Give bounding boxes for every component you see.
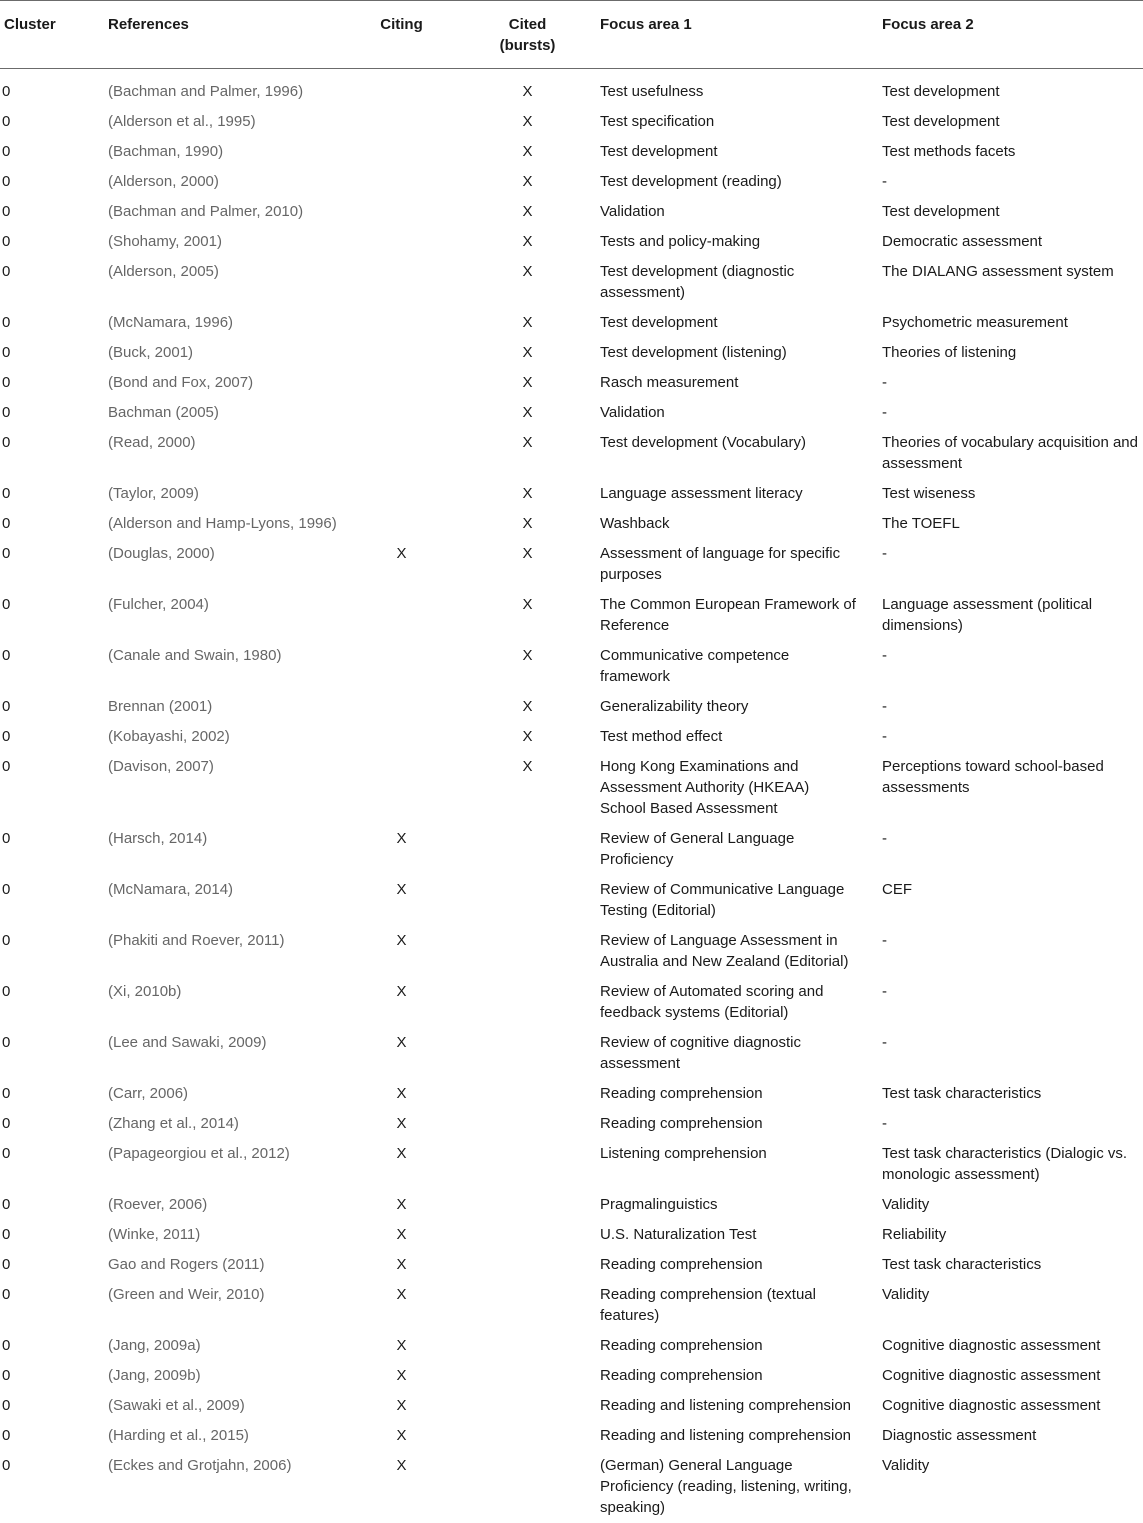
focus-area-1-cell: Review of Communicative Language Testing (Editorial) <box>596 875 878 926</box>
focus-area-1-cell: Reading comprehension <box>596 1109 878 1139</box>
focus-area-1-cell: Test development (diagnostic assessment) <box>596 257 878 308</box>
cluster-cell: 0 <box>0 167 104 197</box>
cited-cell <box>459 1451 596 1523</box>
citing-cell: X <box>344 1220 459 1250</box>
citing-cell <box>344 69 459 108</box>
citing-cell: X <box>344 1109 459 1139</box>
table-row <box>0 1361 1143 1391</box>
table-row <box>0 1139 1143 1190</box>
focus-area-2-cell: Theories of vocabulary acquisition and assessment <box>878 428 1143 479</box>
table-row <box>0 107 1143 137</box>
reference-cell: (Harsch, 2014) <box>104 824 344 875</box>
reference-cell: (Fulcher, 2004) <box>104 590 344 641</box>
citing-cell: X <box>344 1190 459 1220</box>
citing-cell <box>344 227 459 257</box>
focus-area-2-cell: - <box>878 368 1143 398</box>
cited-cell: X <box>459 752 596 824</box>
cited-cell: X <box>459 69 596 108</box>
citing-cell <box>344 197 459 227</box>
table-row <box>0 1250 1143 1280</box>
focus-area-2-cell: Diagnostic assessment <box>878 1421 1143 1451</box>
focus-area-1-cell: Reading comprehension <box>596 1079 878 1109</box>
focus-area-2-cell: Test development <box>878 69 1143 108</box>
focus-area-1-cell: Tests and policy-making <box>596 227 878 257</box>
cluster-cell: 0 <box>0 752 104 824</box>
header-citing: Citing <box>344 1 459 69</box>
citing-cell <box>344 722 459 752</box>
cluster-cell: 0 <box>0 338 104 368</box>
focus-area-2-cell: Theories of listening <box>878 338 1143 368</box>
cluster-cell: 0 <box>0 227 104 257</box>
header-cited-line2: (bursts) <box>500 37 556 54</box>
table-row <box>0 692 1143 722</box>
reference-cell: (Alderson et al., 1995) <box>104 107 344 137</box>
cited-cell <box>459 1280 596 1331</box>
citing-cell: X <box>344 875 459 926</box>
focus-area-1-cell: Rasch measurement <box>596 368 878 398</box>
reference-cell: (Taylor, 2009) <box>104 479 344 509</box>
citing-cell <box>344 752 459 824</box>
reference-cell: (Alderson and Hamp-Lyons, 1996) <box>104 509 344 539</box>
reference-cell: (Shohamy, 2001) <box>104 227 344 257</box>
focus-area-2-cell: Cognitive diagnostic assessment <box>878 1331 1143 1361</box>
table-row <box>0 1280 1143 1331</box>
citing-cell <box>344 479 459 509</box>
reference-cell: Gao and Rogers (2011) <box>104 1250 344 1280</box>
cited-cell: X <box>459 509 596 539</box>
citing-cell <box>344 398 459 428</box>
focus-area-1-cell: Listening comprehension <box>596 1139 878 1190</box>
citing-cell: X <box>344 1331 459 1361</box>
focus-area-2-cell: - <box>878 1109 1143 1139</box>
focus-area-2-cell: - <box>878 692 1143 722</box>
citing-cell: X <box>344 1139 459 1190</box>
focus-area-2-cell: - <box>878 824 1143 875</box>
citing-cell <box>344 338 459 368</box>
focus-area-1-cell: Reading comprehension (textual features) <box>596 1280 878 1331</box>
table-row <box>0 1391 1143 1421</box>
table-row <box>0 69 1143 108</box>
citing-cell <box>344 428 459 479</box>
cluster-cell: 0 <box>0 1280 104 1331</box>
focus-area-2-cell: The TOEFL <box>878 509 1143 539</box>
focus-area-2-cell: Test methods facets <box>878 137 1143 167</box>
focus-area-1-cell: Test development (Vocabulary) <box>596 428 878 479</box>
header-focus-area-2: Focus area 2 <box>878 1 1143 69</box>
focus-area-2-cell: Reliability <box>878 1220 1143 1250</box>
reference-cell: (Canale and Swain, 1980) <box>104 641 344 692</box>
table-row <box>0 398 1143 428</box>
cluster-cell: 0 <box>0 107 104 137</box>
focus-area-1-cell: Hong Kong Examinations and Assessment Authority (HKEAA) School Based Assessment <box>596 752 878 824</box>
table-row <box>0 824 1143 875</box>
citing-cell <box>344 641 459 692</box>
focus-area-1-cell: Language assessment literacy <box>596 479 878 509</box>
citing-cell: X <box>344 977 459 1028</box>
reference-cell: (Bond and Fox, 2007) <box>104 368 344 398</box>
reference-cell: Bachman (2005) <box>104 398 344 428</box>
focus-area-1-cell: Validation <box>596 398 878 428</box>
citing-cell: X <box>344 1028 459 1079</box>
focus-area-2-cell: - <box>878 167 1143 197</box>
focus-area-2-cell: Cognitive diagnostic assessment <box>878 1361 1143 1391</box>
reference-cell: (McNamara, 2014) <box>104 875 344 926</box>
table-row <box>0 641 1143 692</box>
cluster-cell: 0 <box>0 398 104 428</box>
reference-cell: (Roever, 2006) <box>104 1190 344 1220</box>
focus-area-2-cell: Psychometric measurement <box>878 308 1143 338</box>
cluster-cell: 0 <box>0 1190 104 1220</box>
cluster-cell: 0 <box>0 509 104 539</box>
reference-cell: (Xi, 2010b) <box>104 977 344 1028</box>
focus-area-1-cell: (German) General Language Proficiency (reading, listening, writing, speaking) <box>596 1451 878 1523</box>
focus-area-2-cell: The DIALANG assessment system <box>878 257 1143 308</box>
cluster-cell: 0 <box>0 1361 104 1391</box>
cited-cell: X <box>459 692 596 722</box>
citing-cell: X <box>344 926 459 977</box>
cited-cell <box>459 1190 596 1220</box>
cited-cell: X <box>459 428 596 479</box>
reference-cell: (Alderson, 2000) <box>104 167 344 197</box>
reference-cell: (Zhang et al., 2014) <box>104 1109 344 1139</box>
citing-cell <box>344 137 459 167</box>
cited-cell: X <box>459 257 596 308</box>
cited-cell: X <box>459 590 596 641</box>
cited-cell <box>459 1331 596 1361</box>
focus-area-1-cell: Review of General Language Proficiency <box>596 824 878 875</box>
focus-area-1-cell: Assessment of language for specific purposes <box>596 539 878 590</box>
cited-cell <box>459 926 596 977</box>
citing-cell: X <box>344 1391 459 1421</box>
table-row <box>0 368 1143 398</box>
focus-area-1-cell: Review of Automated scoring and feedback systems (Editorial) <box>596 977 878 1028</box>
focus-area-1-cell: Washback <box>596 509 878 539</box>
reference-cell: (Bachman and Palmer, 2010) <box>104 197 344 227</box>
cluster-cell: 0 <box>0 1220 104 1250</box>
table-row <box>0 875 1143 926</box>
focus-area-1-cell: Pragmalinguistics <box>596 1190 878 1220</box>
table-row <box>0 257 1143 308</box>
citing-cell: X <box>344 1421 459 1451</box>
table-row <box>0 1451 1143 1523</box>
cited-cell: X <box>459 308 596 338</box>
table-row <box>0 590 1143 641</box>
cluster-cell: 0 <box>0 722 104 752</box>
reference-cell: (Harding et al., 2015) <box>104 1421 344 1451</box>
table-row <box>0 1421 1143 1451</box>
table-row <box>0 227 1143 257</box>
citing-cell: X <box>344 1451 459 1523</box>
focus-area-2-cell: Test task characteristics <box>878 1250 1143 1280</box>
cited-cell: X <box>459 107 596 137</box>
cited-cell <box>459 824 596 875</box>
focus-area-1-cell: Review of cognitive diagnostic assessment <box>596 1028 878 1079</box>
cited-cell: X <box>459 722 596 752</box>
header-row <box>0 1 1143 69</box>
reference-cell: (Bachman, 1990) <box>104 137 344 167</box>
citing-cell: X <box>344 1250 459 1280</box>
focus-area-1-cell: U.S. Naturalization Test <box>596 1220 878 1250</box>
reference-cell: (Jang, 2009a) <box>104 1331 344 1361</box>
cluster-cell: 0 <box>0 824 104 875</box>
cited-cell <box>459 875 596 926</box>
table-row <box>0 1079 1143 1109</box>
focus-area-2-cell: - <box>878 926 1143 977</box>
cited-cell <box>459 1139 596 1190</box>
cited-cell <box>459 1361 596 1391</box>
citing-cell: X <box>344 1079 459 1109</box>
cluster-cell: 0 <box>0 137 104 167</box>
reference-cell: (Eckes and Grotjahn, 2006) <box>104 1451 344 1523</box>
table-row <box>0 338 1143 368</box>
focus-area-1-cell: Test specification <box>596 107 878 137</box>
table-row <box>0 167 1143 197</box>
focus-area-2-cell: Test wiseness <box>878 479 1143 509</box>
cluster-cell: 0 <box>0 977 104 1028</box>
cluster-cell: 0 <box>0 428 104 479</box>
table-row <box>0 539 1143 590</box>
table-row <box>0 1331 1143 1361</box>
focus-area-2-cell: Test task characteristics <box>878 1079 1143 1109</box>
focus-area-1-cell: Reading and listening comprehension <box>596 1391 878 1421</box>
cited-cell: X <box>459 137 596 167</box>
cluster-cell: 0 <box>0 539 104 590</box>
table-row <box>0 1190 1143 1220</box>
reference-cell: Brennan (2001) <box>104 692 344 722</box>
cited-cell: X <box>459 641 596 692</box>
cited-cell <box>459 1391 596 1421</box>
cited-cell <box>459 1250 596 1280</box>
reference-cell: (Read, 2000) <box>104 428 344 479</box>
focus-area-2-cell: Test task characteristics (Dialogic vs. monologic assessment) <box>878 1139 1143 1190</box>
focus-area-2-cell: - <box>878 398 1143 428</box>
reference-cell: (Buck, 2001) <box>104 338 344 368</box>
table-body <box>0 69 1143 1523</box>
focus-area-2-cell: Test development <box>878 197 1143 227</box>
cited-cell: X <box>459 167 596 197</box>
focus-area-2-cell: Democratic assessment <box>878 227 1143 257</box>
focus-area-2-cell: - <box>878 977 1143 1028</box>
reference-cell: (Jang, 2009b) <box>104 1361 344 1391</box>
citing-cell: X <box>344 1280 459 1331</box>
cluster-cell: 0 <box>0 875 104 926</box>
focus-area-1-cell: Test development <box>596 137 878 167</box>
reference-cell: (Davison, 2007) <box>104 752 344 824</box>
focus-area-1-cell: Test development (reading) <box>596 167 878 197</box>
cluster-cell: 0 <box>0 1139 104 1190</box>
focus-area-2-cell: Validity <box>878 1190 1143 1220</box>
citing-cell <box>344 368 459 398</box>
cluster-cell: 0 <box>0 590 104 641</box>
reference-cell: (Green and Weir, 2010) <box>104 1280 344 1331</box>
focus-area-1-cell: Reading and listening comprehension <box>596 1421 878 1451</box>
table-row <box>0 1220 1143 1250</box>
table-row <box>0 1109 1143 1139</box>
cited-cell <box>459 1109 596 1139</box>
focus-area-1-cell: Generalizability theory <box>596 692 878 722</box>
reference-cell: (Alderson, 2005) <box>104 257 344 308</box>
table-row <box>0 197 1143 227</box>
citing-cell <box>344 692 459 722</box>
reference-cell: (Winke, 2011) <box>104 1220 344 1250</box>
reference-cell: (Lee and Sawaki, 2009) <box>104 1028 344 1079</box>
cited-cell: X <box>459 368 596 398</box>
cited-cell: X <box>459 197 596 227</box>
focus-area-2-cell: - <box>878 539 1143 590</box>
reference-cell: (Papageorgiou et al., 2012) <box>104 1139 344 1190</box>
citing-cell: X <box>344 539 459 590</box>
table-row <box>0 1028 1143 1079</box>
cluster-cell: 0 <box>0 197 104 227</box>
table-row <box>0 428 1143 479</box>
cluster-cell: 0 <box>0 1391 104 1421</box>
focus-area-1-cell: Communicative competence framework <box>596 641 878 692</box>
cited-cell: X <box>459 398 596 428</box>
focus-area-1-cell: Test usefulness <box>596 69 878 108</box>
cluster-cell: 0 <box>0 1109 104 1139</box>
reference-cell: (Carr, 2006) <box>104 1079 344 1109</box>
table-row <box>0 509 1143 539</box>
cluster-cell: 0 <box>0 1028 104 1079</box>
cited-cell <box>459 1421 596 1451</box>
focus-area-1-cell: Review of Language Assessment in Australia and New Zealand (Editorial) <box>596 926 878 977</box>
focus-area-2-cell: Validity <box>878 1280 1143 1331</box>
citing-cell <box>344 308 459 338</box>
table-row <box>0 752 1143 824</box>
focus-area-2-cell: CEF <box>878 875 1143 926</box>
focus-area-1-cell: Test development (listening) <box>596 338 878 368</box>
cluster-cell: 0 <box>0 308 104 338</box>
cited-cell: X <box>459 479 596 509</box>
focus-area-2-cell: Validity <box>878 1451 1143 1523</box>
cluster-cell: 0 <box>0 926 104 977</box>
table-row <box>0 722 1143 752</box>
cluster-cell: 0 <box>0 1331 104 1361</box>
cluster-cell: 0 <box>0 1421 104 1451</box>
cluster-cell: 0 <box>0 692 104 722</box>
cluster-cell: 0 <box>0 479 104 509</box>
focus-area-1-cell: The Common European Framework of Reference <box>596 590 878 641</box>
table-row <box>0 479 1143 509</box>
reference-cell: (Phakiti and Roever, 2011) <box>104 926 344 977</box>
table-row <box>0 926 1143 977</box>
cited-cell: X <box>459 338 596 368</box>
citing-cell: X <box>344 824 459 875</box>
citing-cell <box>344 257 459 308</box>
reference-cell: (Sawaki et al., 2009) <box>104 1391 344 1421</box>
focus-area-1-cell: Validation <box>596 197 878 227</box>
header-cited <box>459 1 596 69</box>
table-header <box>0 1 1143 69</box>
reference-cell: (McNamara, 1996) <box>104 308 344 338</box>
cluster-cell: 0 <box>0 69 104 108</box>
cluster-cell: 0 <box>0 1451 104 1523</box>
cluster-cell: 0 <box>0 368 104 398</box>
header-focus-area-1: Focus area 1 <box>596 1 878 69</box>
table-row <box>0 308 1143 338</box>
cited-cell <box>459 1220 596 1250</box>
citing-cell <box>344 107 459 137</box>
focus-area-2-cell: - <box>878 641 1143 692</box>
header-cited-line1: Cited <box>509 16 547 33</box>
focus-area-2-cell: - <box>878 1028 1143 1079</box>
focus-area-1-cell: Reading comprehension <box>596 1361 878 1391</box>
header-cluster: Cluster <box>0 1 104 69</box>
cluster-cell: 0 <box>0 257 104 308</box>
focus-area-2-cell: Cognitive diagnostic assessment <box>878 1391 1143 1421</box>
cited-cell: X <box>459 539 596 590</box>
citing-cell <box>344 590 459 641</box>
citing-cell <box>344 167 459 197</box>
focus-area-2-cell: Test development <box>878 107 1143 137</box>
reference-cell: (Bachman and Palmer, 1996) <box>104 69 344 108</box>
cited-cell <box>459 977 596 1028</box>
cited-cell: X <box>459 227 596 257</box>
cluster-cell: 0 <box>0 641 104 692</box>
reference-cell: (Douglas, 2000) <box>104 539 344 590</box>
focus-area-2-cell: - <box>878 722 1143 752</box>
focus-area-2-cell: Language assessment (political dimensions) <box>878 590 1143 641</box>
focus-area-1-cell: Test method effect <box>596 722 878 752</box>
cited-cell <box>459 1028 596 1079</box>
focus-area-2-cell: Perceptions toward school-based assessments <box>878 752 1143 824</box>
cluster-cell: 0 <box>0 1250 104 1280</box>
citing-cell <box>344 509 459 539</box>
cited-cell <box>459 1079 596 1109</box>
table-row <box>0 137 1143 167</box>
reference-cell: (Kobayashi, 2002) <box>104 722 344 752</box>
focus-area-1-cell: Test development <box>596 308 878 338</box>
focus-area-1-cell: Reading comprehension <box>596 1331 878 1361</box>
cluster-cell: 0 <box>0 1079 104 1109</box>
focus-area-1-cell: Reading comprehension <box>596 1250 878 1280</box>
header-references: References <box>104 1 344 69</box>
citing-cell: X <box>344 1361 459 1391</box>
table-row <box>0 977 1143 1028</box>
